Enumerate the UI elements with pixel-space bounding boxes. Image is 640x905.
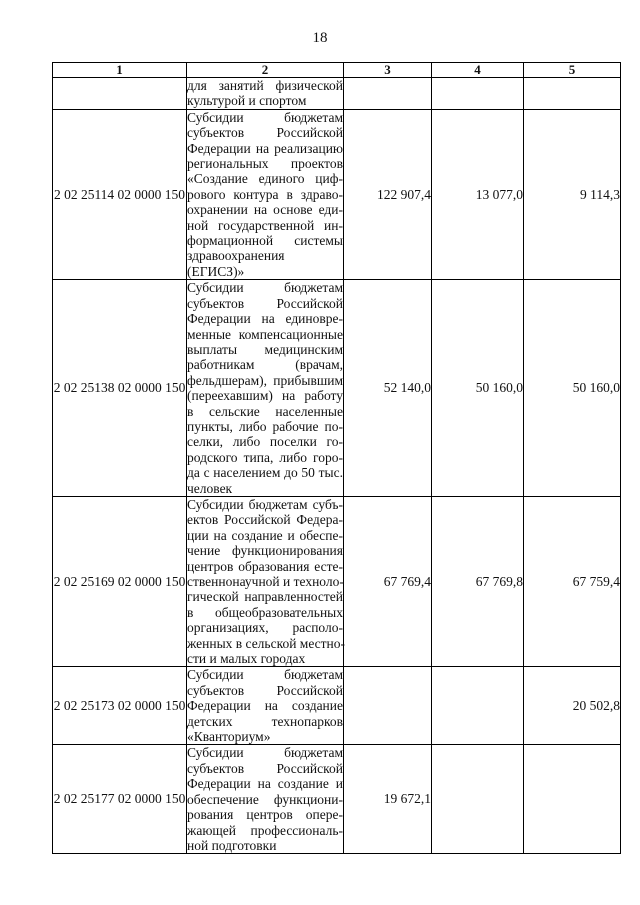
amount-col3-cell: 67 769,4	[344, 496, 432, 666]
table-row	[53, 280, 621, 497]
description-line: Субсидии бюджетам	[187, 109, 343, 125]
description-line: ектов Российской Федера-	[187, 512, 343, 528]
description-line: жающей профессиональ-	[187, 822, 343, 838]
description-line: региональных проектов	[187, 156, 343, 172]
description-line: фельдшерам), прибывшим	[187, 372, 343, 388]
table-row	[53, 667, 621, 745]
description-line: «Создание единого циф-	[187, 171, 343, 187]
description-line: культурой и спортом	[187, 93, 307, 109]
description-line: субъектов Российской	[187, 295, 343, 311]
description-line: ной подготовки	[187, 837, 277, 853]
description-line: рования центров опере-	[187, 807, 343, 823]
table-row	[53, 109, 621, 279]
description-line: Субсидии бюджетам субъ-	[187, 496, 343, 512]
amount-col5-cell	[524, 78, 621, 110]
description-line: чение функционирования	[187, 543, 343, 559]
description-line: сти и малых городах	[187, 651, 306, 667]
description-line: субъектов Российской	[187, 760, 343, 776]
description-line: менные компенсационные	[187, 326, 343, 342]
description-line: селки, либо поселки го-	[187, 434, 343, 450]
description-line: гической направленностей	[187, 589, 343, 605]
column-header-1: 1	[53, 63, 187, 78]
budget-revenue-table	[52, 62, 621, 854]
description-line: Федерации на реализацию	[187, 140, 343, 156]
amount-col3-cell: 122 907,4	[344, 109, 432, 279]
description-line: в сельские населенные	[187, 403, 343, 419]
revenue-code-cell: 2 02 25114 02 0000 150	[53, 109, 187, 279]
description-line: охранении на основе еди-	[187, 202, 343, 218]
description-cell	[187, 78, 344, 110]
amount-col5-cell: 9 114,3	[524, 109, 621, 279]
column-header-4: 4	[432, 63, 524, 78]
description-line: в общеобразовательных	[187, 604, 343, 620]
amount-col4-cell	[432, 78, 524, 110]
description-line: Субсидии бюджетам	[187, 280, 343, 296]
description-line: детских технопарков	[187, 713, 343, 729]
description-line: формационной системы	[187, 233, 343, 249]
description-cell	[187, 496, 344, 666]
description-line: Субсидии бюджетам	[187, 667, 343, 683]
amount-col5-cell	[524, 745, 621, 854]
column-header-5: 5	[524, 63, 621, 78]
description-cell	[187, 745, 344, 854]
description-line: ной государственной ин-	[187, 217, 343, 233]
column-header-2: 2	[187, 63, 344, 78]
description-line: субъектов Российской	[187, 682, 343, 698]
page-number: 18	[312, 30, 328, 46]
table-row	[53, 78, 621, 110]
description-line: пункты, либо рабочие по-	[187, 418, 343, 434]
description-line: ственнонаучной и техноло-	[187, 574, 344, 589]
description-line: «Кванториум»	[187, 729, 271, 745]
description-line: обеспечение функциони-	[187, 791, 343, 807]
description-line: здравоохранения	[187, 248, 285, 264]
amount-col4-cell	[432, 745, 524, 854]
description-cell	[187, 280, 344, 497]
table-row	[53, 496, 621, 666]
description-line: работникам (врачам,	[187, 357, 343, 373]
amount-col5-cell: 67 759,4	[524, 496, 621, 666]
amount-col3-cell: 52 140,0	[344, 280, 432, 497]
description-line: родского типа, либо горо-	[187, 449, 343, 465]
description-line: для занятий физической	[187, 78, 343, 93]
amount-col4-cell: 13 077,0	[432, 109, 524, 279]
amount-col4-cell: 67 769,8	[432, 496, 524, 666]
description-line: ции на создание и обеспе-	[187, 527, 343, 543]
description-line: женных в сельской местно-	[187, 635, 346, 651]
revenue-code-cell: 2 02 25177 02 0000 150	[53, 745, 187, 854]
amount-col5-cell: 20 502,8	[524, 667, 621, 745]
description-line: (ЕГИСЗ)»	[187, 263, 245, 279]
table-row	[53, 745, 621, 854]
amount-col3-cell: 19 672,1	[344, 745, 432, 854]
description-cell	[187, 667, 344, 745]
description-line: Субсидии бюджетам	[187, 745, 343, 761]
revenue-code-cell: 2 02 25173 02 0000 150	[53, 667, 187, 745]
description-line: выплаты медицинским	[187, 341, 343, 357]
amount-col3-cell	[344, 78, 432, 110]
description-line: человек	[187, 480, 233, 496]
amount-col4-cell: 50 160,0	[432, 280, 524, 497]
description-cell	[187, 109, 344, 279]
revenue-code-cell: 2 02 25169 02 0000 150	[53, 496, 187, 666]
description-line: организациях, располо-	[187, 620, 343, 636]
revenue-code-cell: 2 02 25138 02 0000 150	[53, 280, 187, 497]
description-line: Федерации на единовре-	[187, 311, 343, 327]
description-line: Федерации на создание и	[187, 776, 343, 792]
amount-col3-cell	[344, 667, 432, 745]
description-line: рового контура в здраво-	[187, 186, 343, 202]
revenue-code-cell	[53, 78, 187, 110]
description-line: Федерации на создание	[187, 698, 343, 714]
description-line: (переехавшим) на работу	[187, 388, 343, 404]
amount-col5-cell: 50 160,0	[524, 280, 621, 497]
description-line: субъектов Российской	[187, 125, 343, 141]
table-header-row	[53, 63, 621, 78]
table-body	[53, 78, 621, 854]
description-line: центров образования есте-	[187, 558, 343, 574]
description-line: да с населением до 50 тыс.	[187, 465, 343, 481]
column-header-3: 3	[344, 63, 432, 78]
amount-col4-cell	[432, 667, 524, 745]
